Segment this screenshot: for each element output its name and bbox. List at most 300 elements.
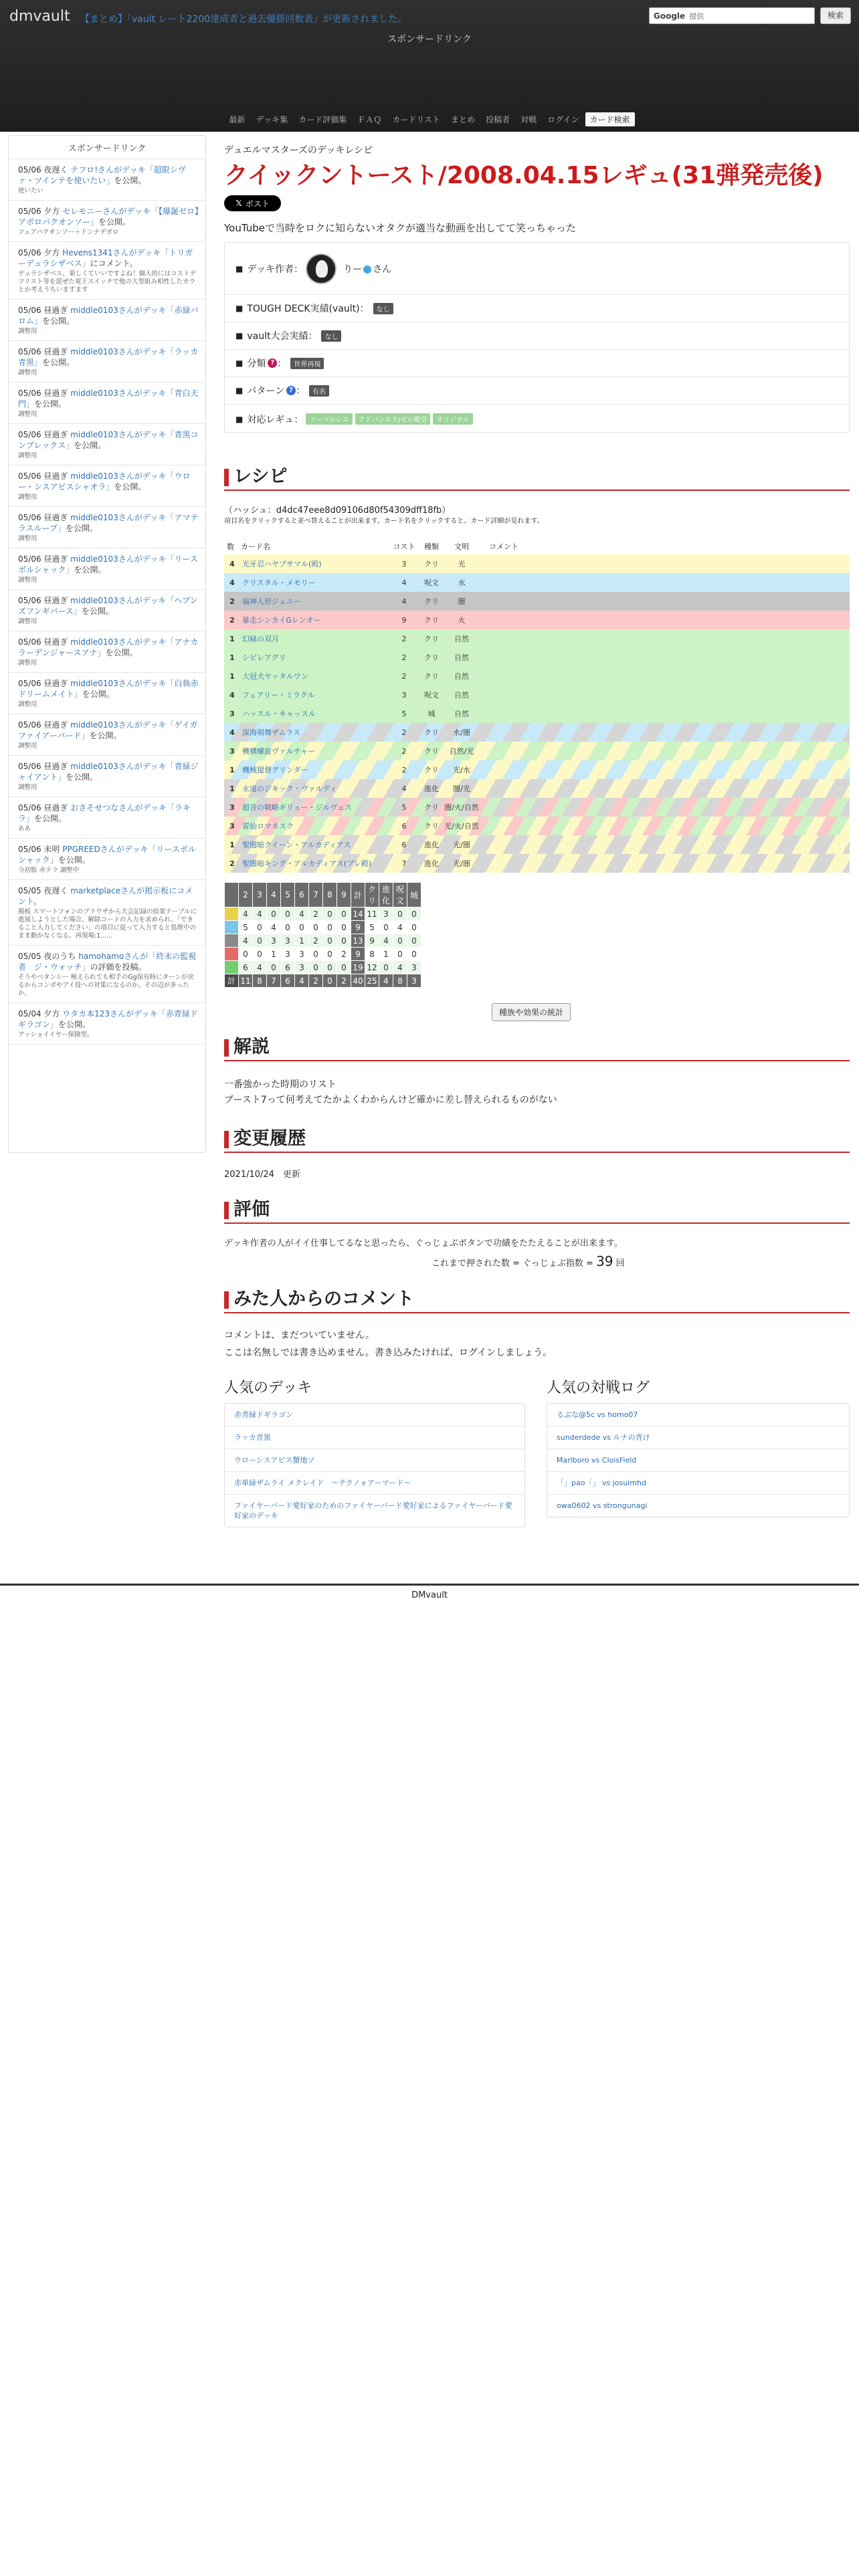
table-row: [224, 629, 850, 648]
sidebar-feed-item: [9, 242, 205, 300]
comments-login-note: ここは名無しでは書き込めません。書き込みたければ、ログインしましょう。: [224, 1348, 553, 1358]
card-name-link[interactable]: 機械提督グリンダー: [242, 766, 308, 774]
card-name-link[interactable]: ハッスル・キャッスル: [242, 710, 316, 718]
card-cost: 2: [401, 671, 407, 681]
card-name-link[interactable]: シビレアグリ: [242, 653, 286, 662]
stats-cell: 0: [267, 907, 281, 921]
sidebar-feed-item: [9, 159, 205, 201]
table-row: [224, 723, 850, 742]
square-bullet-icon: ■: [235, 414, 244, 424]
feed-link[interactable]: middle0103さんがデッキ「青緑ジャイアント」: [18, 762, 199, 782]
stats-header-cell: 5: [281, 883, 295, 907]
feed-action: を公開。: [58, 855, 90, 865]
feed-link[interactable]: おさそせつなさんがデッキ「ラキラ」: [18, 803, 191, 823]
feed-time: 05/06 昼過ぎ: [18, 306, 68, 315]
stats-cell: 0: [407, 921, 421, 934]
card-civilization: 光: [458, 560, 466, 568]
card-civilization: 光/闇: [453, 859, 470, 868]
feed-time: 05/04 夕方: [18, 1009, 60, 1018]
stats-cell: 0: [323, 948, 337, 961]
feed-time: 05/06 昼過ぎ: [18, 720, 68, 730]
deck-description: YouTubeで当時をロクに知らないオタクが適当な動画を出してて笑っちゃった: [224, 222, 576, 234]
stats-header-cell: 9: [337, 883, 351, 907]
popular-deck-link[interactable]: 赤単緑ザムライ メクレイド ～テクノォアーマード～: [225, 1472, 524, 1495]
stats-cell: 3: [267, 934, 281, 948]
feed-time: 05/06 昼過ぎ: [18, 679, 68, 688]
card-civilization: 光/火/自然: [444, 822, 479, 831]
card-type: クリ: [424, 635, 439, 643]
table-row: [224, 592, 850, 611]
card-name-link[interactable]: 機構螺旋ヴァルチャー: [242, 747, 316, 756]
stats-cell: 9: [351, 948, 365, 961]
stats-header-cell: 2: [239, 883, 253, 907]
card-comment: [480, 554, 850, 573]
stats-cell: 6: [281, 974, 295, 988]
card-comment: [480, 573, 850, 592]
popular-battles-list: [547, 1403, 850, 1517]
x-post-button[interactable]: [224, 195, 281, 211]
nav-latest[interactable]: 最新: [229, 115, 246, 124]
feed-action: を公開。: [42, 358, 75, 367]
card-cost: 2: [401, 653, 407, 662]
stats-cell: 0: [281, 907, 295, 921]
card-cost: 2: [401, 765, 407, 774]
site-header: [0, 0, 859, 132]
civilization-swatch: [225, 948, 239, 961]
feed-link[interactable]: middle0103さんがデッキ「ラッカ青黒」: [18, 347, 199, 367]
sidebar-feed-item: [9, 465, 205, 507]
goodjob-count[interactable]: 39: [596, 1253, 613, 1269]
table-header-row: [224, 538, 850, 554]
sidebar-feed-item: [9, 383, 205, 424]
stats-cell: 0: [337, 921, 351, 934]
card-type: クリ: [424, 672, 439, 681]
feed-time: 05/06 夕方: [18, 207, 60, 216]
card-comment: [480, 742, 850, 760]
explanation-line: 一番強かった時期のリスト: [224, 1079, 337, 1090]
stats-header-cell: [225, 883, 239, 907]
card-cost: 2: [401, 746, 407, 756]
feed-time: 05/06 昼過ぎ: [18, 389, 68, 398]
feed-detail: ああ: [18, 825, 31, 833]
card-count: 3: [229, 746, 235, 756]
stats-header-cell: 城: [407, 883, 421, 907]
feed-link[interactable]: PPGREEDさんがデッキ「リースボルシャック」: [18, 845, 196, 865]
stats-cell: 0: [239, 948, 253, 961]
stats-cell: 3: [407, 974, 421, 988]
stats-row: [225, 961, 421, 974]
stats-cell: 4: [379, 974, 393, 988]
page-title: クイックントースト/2008.04.15レギュ(31弾発売後): [224, 162, 824, 189]
battle-log-link[interactable]: るぶな@5c vs homo07: [547, 1404, 849, 1426]
stats-cell: 0: [323, 907, 337, 921]
popular-deck-link[interactable]: ファイヤーバード愛好家のためのファイヤーバード愛好家によるファイヤーバード愛好家のデッキ: [234, 1501, 512, 1520]
card-name-link[interactable]: クリスタル・メモリー: [242, 578, 316, 587]
stats-cell: 0: [309, 948, 323, 961]
table-row: [224, 817, 850, 835]
breadcrumb[interactable]: デュエルマスターズのデッキレシピ: [224, 145, 373, 156]
avatar[interactable]: [306, 253, 337, 284]
stats-cell: 0: [323, 934, 337, 948]
stats-cell: 4: [253, 907, 267, 921]
stats-cell: 9: [351, 921, 365, 934]
search-button[interactable]: 検索: [820, 7, 851, 24]
card-civilization: 火: [458, 616, 466, 625]
table-row: [224, 835, 850, 854]
feed-link[interactable]: middle0103さんがデッキ「リースボルシャック」: [18, 554, 198, 574]
card-name-link[interactable]: フェアリー・ミラクル: [242, 691, 315, 700]
card-civilization: 自然: [454, 691, 469, 700]
stats-cell: 4: [393, 921, 407, 934]
stats-cell: 5: [365, 921, 379, 934]
feed-detail: 調整用: [18, 411, 37, 418]
stats-header-cell: 7: [309, 883, 323, 907]
tribe-effect-stats-button[interactable]: 種族や効果の統計: [492, 1003, 571, 1021]
card-name-link[interactable]: 聖闇暗キング・アルカディアス(プレ殿): [242, 859, 372, 868]
feed-time: 05/06 夜遅く: [18, 165, 68, 175]
feed-detail: 調整用: [18, 618, 37, 625]
feed-link[interactable]: middle0103さんがデッキ「青白天門」: [18, 389, 199, 409]
explanation-line: ブースト7って何考えてたかよくわからんけど確かに差し替えられるものがない: [224, 1095, 557, 1105]
top-nav: [0, 112, 859, 126]
activity-feed: [9, 159, 205, 1045]
square-bullet-icon: ■: [235, 304, 244, 313]
stats-cell: 3: [295, 948, 309, 961]
stats-cell: 3: [295, 961, 309, 974]
vault-tournament-row: [225, 322, 849, 350]
feed-detail: 調整用: [18, 369, 37, 377]
card-name-link[interactable]: 暴走シンカイGレンオー: [242, 616, 321, 625]
table-row: [224, 554, 850, 573]
search-input[interactable]: [649, 7, 815, 24]
card-type: クリ: [424, 728, 439, 737]
card-civilization: 水: [458, 578, 466, 587]
stats-cell: 1: [267, 948, 281, 961]
card-comment: [480, 760, 850, 779]
author-row: [225, 243, 849, 295]
site-logo[interactable]: dmvault: [9, 8, 70, 25]
stats-cell: 4: [239, 934, 253, 948]
help-icon[interactable]: ?: [286, 386, 296, 395]
stats-header-cell: 8: [323, 883, 337, 907]
card-comment: [480, 648, 850, 667]
stats-header-row: [225, 883, 421, 907]
feed-time: 05/05 夜遅く: [18, 886, 68, 895]
card-civilization: 自然: [454, 710, 469, 718]
popular-deck-link[interactable]: ラッカ青黒: [225, 1426, 524, 1449]
card-count: 4: [229, 578, 235, 587]
search-placeholder: 提供: [689, 11, 704, 21]
card-civilization: 闇/火/自然: [444, 803, 479, 812]
stats-header-cell: 進化: [379, 883, 393, 907]
column-header-type[interactable]: 種類: [424, 542, 439, 551]
feed-time: 05/06 昼過ぎ: [18, 554, 68, 564]
history-entry: 2021/10/24 更新: [224, 1170, 300, 1180]
card-civilization: 闇: [458, 597, 466, 606]
nav-login[interactable]: ログイン: [547, 115, 579, 124]
card-name-link[interactable]: 永遠のジキック・ヴァルディ: [242, 784, 337, 793]
civilization-swatch: [225, 961, 239, 974]
feed-link[interactable]: middle0103さんがデッキ「青黒コンプレックス」: [18, 430, 199, 450]
stats-cell: 6: [281, 961, 295, 974]
feed-detail: 調整用: [18, 701, 37, 708]
stats-cell: 3: [407, 961, 421, 974]
feed-action: を公開。: [34, 399, 67, 409]
card-civilization: 水/闇: [453, 728, 470, 737]
stats-cell: 4: [295, 974, 309, 988]
site-footer: DMvault: [0, 1584, 859, 1606]
card-comment: [480, 592, 850, 611]
column-header-name[interactable]: カード名: [241, 542, 270, 551]
stats-cell: 11: [365, 907, 379, 921]
x-icon: 𝕏: [235, 199, 242, 208]
civilization-swatch: [225, 921, 239, 934]
card-count: 2: [229, 615, 235, 625]
feed-action: を公開。: [81, 607, 114, 616]
column-header-civ[interactable]: 文明: [454, 542, 469, 551]
feed-link[interactable]: テフロ!さんがデッキ「超限シヴァ・ツインテを使いたい」: [18, 165, 186, 185]
sidebar-feed-item: [9, 880, 205, 946]
stats-cell: 12: [365, 961, 379, 974]
feed-link[interactable]: hamohamoさんが「終末の監視者 ジ・ウォッチ」: [18, 952, 197, 972]
pattern-row: ■ パターン ? ： 有名: [225, 377, 849, 405]
popular-deck-link[interactable]: ウローシスアビス蟹地ソ: [225, 1449, 524, 1472]
feed-link[interactable]: middle0103さんがデッキ「白執赤ドリームメイト」: [18, 679, 199, 699]
battle-log-link[interactable]: 「」pao「」 vs josuimhd: [547, 1472, 849, 1495]
feed-action: を公開。: [58, 1020, 91, 1029]
card-name-link[interactable]: 光牙忍ハヤブサマル(殿): [242, 560, 322, 568]
feed-detail: 調整用: [18, 452, 37, 459]
stats-cell: 0: [253, 921, 267, 934]
card-comment: [480, 704, 850, 723]
table-row: [224, 854, 850, 873]
history-heading: 変更履歴: [224, 1128, 850, 1153]
feed-detail: 調整用: [18, 328, 37, 335]
column-header-cost[interactable]: コスト: [393, 542, 415, 551]
battle-log-link[interactable]: Marlboro vs CloisField: [547, 1449, 849, 1472]
feed-link[interactable]: middle0103さんがデッキ「ヘブンズフンギバース」: [18, 596, 198, 616]
card-comment: [480, 723, 850, 742]
stats-cell: 0: [323, 921, 337, 934]
card-name-link[interactable]: 福神人形ジェニー: [242, 597, 301, 606]
card-comment: [480, 779, 850, 798]
stats-cell: 1: [379, 948, 393, 961]
card-civilization: 闇/光: [453, 784, 470, 793]
sidebar-feed-item: [9, 673, 205, 714]
card-cost: 5: [401, 802, 407, 812]
card-type: クリ: [424, 747, 439, 756]
stats-cell: 5: [239, 921, 253, 934]
sidebar-feed-item: [9, 756, 205, 797]
feed-action: を公開。: [89, 731, 122, 740]
stats-cell: 0: [393, 934, 407, 948]
table-row: [224, 667, 850, 685]
card-cost: 5: [401, 709, 407, 718]
feed-link[interactable]: セレモニーさんがデッキ「【爆誕ゼロ】アポロバクオンソー」: [18, 207, 199, 227]
stats-header-cell: 4: [267, 883, 281, 907]
card-name-link[interactable]: 超音の戦略ギリュー・ジルヴェス: [242, 803, 352, 812]
column-header-count[interactable]: 数: [227, 542, 234, 551]
stats-cell: 25: [365, 974, 379, 988]
feed-time: 05/06 昼過ぎ: [18, 513, 68, 522]
nav-decks[interactable]: デッキ集: [256, 115, 288, 124]
card-type: クリ: [424, 766, 439, 774]
tough-deck-label: TOUGH DECK実績(vault)：: [247, 304, 369, 314]
table-row: [224, 798, 850, 817]
google-label: Google: [654, 11, 686, 21]
comments-empty: コメントは、まだついていません。: [224, 1330, 375, 1341]
regulation-tag: オリジナル: [433, 413, 473, 425]
table-row: [224, 779, 850, 798]
sort-hint: 項目名をクリックすると並べ替えることが出来ます。カード名をクリックすると、カード詳細が見れます。: [224, 518, 544, 525]
nav-posters[interactable]: 投稿者: [486, 115, 510, 124]
recipe-heading: レシピ: [224, 465, 850, 491]
feed-action: を公開。: [42, 316, 75, 326]
stats-cell: 8: [253, 974, 267, 988]
stats-cell: 0: [267, 961, 281, 974]
battle-log-link[interactable]: sunderdede vs ルナの青け: [547, 1426, 849, 1449]
feed-link[interactable]: middle0103さんがデッキ「アマテラスループ」: [18, 513, 199, 533]
card-count: 1: [229, 653, 235, 662]
stats-cell: 3: [281, 948, 295, 961]
sidebar-feed-item: [9, 590, 205, 631]
regulation-tag: アドバンスド/ゼル殿堂: [355, 413, 431, 425]
card-type: クリ: [424, 597, 439, 606]
stats-header-cell: 呪文: [393, 883, 407, 907]
card-count: 1: [229, 765, 235, 774]
card-name-link[interactable]: 雷仙ロマネスク: [242, 822, 294, 831]
feed-time: 05/06 昼過ぎ: [18, 471, 68, 481]
card-count: 4: [229, 559, 235, 568]
feed-detail: アッショイイヤー保険型。: [18, 1031, 94, 1039]
card-name-link[interactable]: 深海剣舞ザムラス: [242, 728, 301, 737]
card-count: 1: [229, 784, 235, 793]
sponsor-label: スポンサードリンク: [387, 34, 472, 45]
classification-row: ■ 分類 ? ： 世界再現: [225, 350, 849, 377]
card-count: 3: [229, 709, 235, 718]
card-comment: [480, 611, 850, 629]
feed-link[interactable]: ウタカ本123さんがデッキ「赤青緑ドギラゴン」: [18, 1009, 198, 1029]
feed-link[interactable]: middle0103さんがデッキ「赤緑バロム」: [18, 306, 199, 326]
card-type: 進化: [424, 784, 439, 793]
post-button-label: ポスト: [245, 199, 270, 209]
card-cost: 4: [401, 578, 407, 587]
feed-link[interactable]: marketplaceさんが掲示板にコメント: [18, 886, 193, 906]
regulation-label: 対応レギュ：: [247, 414, 304, 425]
vault-tournament-label: vault大会実績：: [247, 331, 318, 342]
classification-label: 分類: [247, 358, 266, 369]
sidebar-feed-item: [9, 300, 205, 341]
battle-log-link[interactable]: owa0602 vs strongunagi: [557, 1501, 648, 1510]
regulation-tag: ノーマルレス: [306, 413, 352, 425]
card-type: 進化: [424, 859, 439, 868]
stats-cell: 0: [393, 948, 407, 961]
stats-cell: 0: [379, 961, 393, 974]
card-type: 呪文: [424, 578, 439, 587]
feed-time: 05/06 昼過ぎ: [18, 637, 68, 647]
sidebar-feed-item: [9, 341, 205, 383]
table-row: [224, 704, 850, 723]
feed-action: を公開。: [105, 648, 138, 657]
card-name-link[interactable]: 大冠犬ヤッタルワン: [242, 672, 308, 681]
card-cost: 3: [401, 690, 407, 700]
author-name[interactable]: りー さん: [343, 263, 392, 275]
card-comment: [480, 817, 850, 835]
card-cost: 9: [401, 615, 407, 625]
sidebar-feed-item: [9, 797, 205, 839]
stats-cell: 7: [267, 974, 281, 988]
popular-deck-link[interactable]: 赤青緑ドギラゴン: [225, 1404, 524, 1426]
nav-card-ratings[interactable]: カード評価集: [298, 115, 347, 124]
table-row: [224, 611, 850, 629]
stats-row: [225, 948, 421, 961]
card-name-link[interactable]: 幻緑の双月: [242, 635, 279, 643]
nav-card-search[interactable]: カード検索: [585, 112, 635, 126]
feed-detail: 掲板 スマートフォンのブラウザから大会記録の結果テーブルに進展しようとした場合、解除コードの入力を求められ、「できること入力してください」の項目に従って入力すると処理中のまま動かなくなる。再現場:1......: [18, 908, 197, 940]
feed-detail: 調整用: [18, 742, 37, 750]
card-count: 3: [229, 821, 235, 831]
stats-cell: 4: [239, 907, 253, 921]
feed-time: 05/06 昼過ぎ: [18, 762, 68, 771]
feed-link[interactable]: Hevens1341さんがデッキ「トリガーデュラシザベス」: [18, 248, 193, 268]
stats-cell: 0: [337, 907, 351, 921]
feed-detail: 調整用: [18, 535, 37, 542]
card-count: 4: [229, 690, 235, 700]
stats-row: [225, 934, 421, 948]
card-cost: 6: [401, 821, 407, 831]
feed-detail: 調整用: [18, 659, 37, 667]
stats-header-cell: 6: [295, 883, 309, 907]
stats-cell: 0: [253, 948, 267, 961]
author-label: デッキ作者：: [247, 263, 304, 275]
nav-summary[interactable]: まとめ: [451, 115, 476, 124]
feed-action: を公開。: [66, 524, 98, 533]
sidebar: [8, 135, 206, 1153]
stats-cell: 0: [281, 921, 295, 934]
card-count: 1: [229, 634, 235, 643]
stats-cell: 8: [365, 948, 379, 961]
card-civilization: 自然: [454, 635, 469, 643]
help-icon[interactable]: ?: [268, 358, 277, 368]
card-count: 2: [229, 859, 235, 868]
feed-action: を公開。: [74, 441, 106, 450]
comments-heading: みた人からのコメント: [224, 1288, 850, 1313]
stats-cell: 2: [337, 974, 351, 988]
nav-faq[interactable]: ＦＡＱ: [357, 115, 382, 124]
nav-battle[interactable]: 対戦: [520, 115, 537, 124]
feed-link[interactable]: middle0103さんがデッキ「ウロー・シスアビスシャオラ」: [18, 471, 191, 492]
card-cost: 6: [401, 840, 407, 849]
news-link[interactable]: 【まとめ】「vault レート2200達成者と過去優勝回数表」が更新されました。: [80, 14, 407, 25]
feed-action: を公開。: [66, 772, 98, 782]
card-civilization: 光/水: [453, 766, 470, 774]
classification-value[interactable]: 世界再現: [290, 358, 324, 369]
stats-cell: 0: [309, 921, 323, 934]
card-type: 城: [427, 710, 436, 718]
table-row: [224, 760, 850, 779]
card-civilization: 自然: [454, 653, 469, 662]
stats-cell: 0: [407, 934, 421, 948]
feed-link[interactable]: middle0103さんがデッキ「ゲイガファイアーバード」: [18, 720, 198, 740]
nav-card-list[interactable]: カードリスト: [392, 115, 441, 124]
table-row: [224, 742, 850, 760]
card-name-link[interactable]: 聖闇暗クイーン・アルカディアス: [242, 841, 351, 849]
rating-text: デッキ作者の人がイイ仕事してるなと思ったら、ぐっじょぶボタンで功績をたたえることが出来ます。: [224, 1239, 623, 1249]
feed-action: を公開。: [114, 482, 147, 492]
feed-link[interactable]: middle0103さんがデッキ「アナカラーデンジャースアナ」: [18, 637, 199, 657]
feed-time: 05/06 昼過ぎ: [18, 430, 68, 439]
pattern-value[interactable]: 有名: [309, 385, 329, 397]
